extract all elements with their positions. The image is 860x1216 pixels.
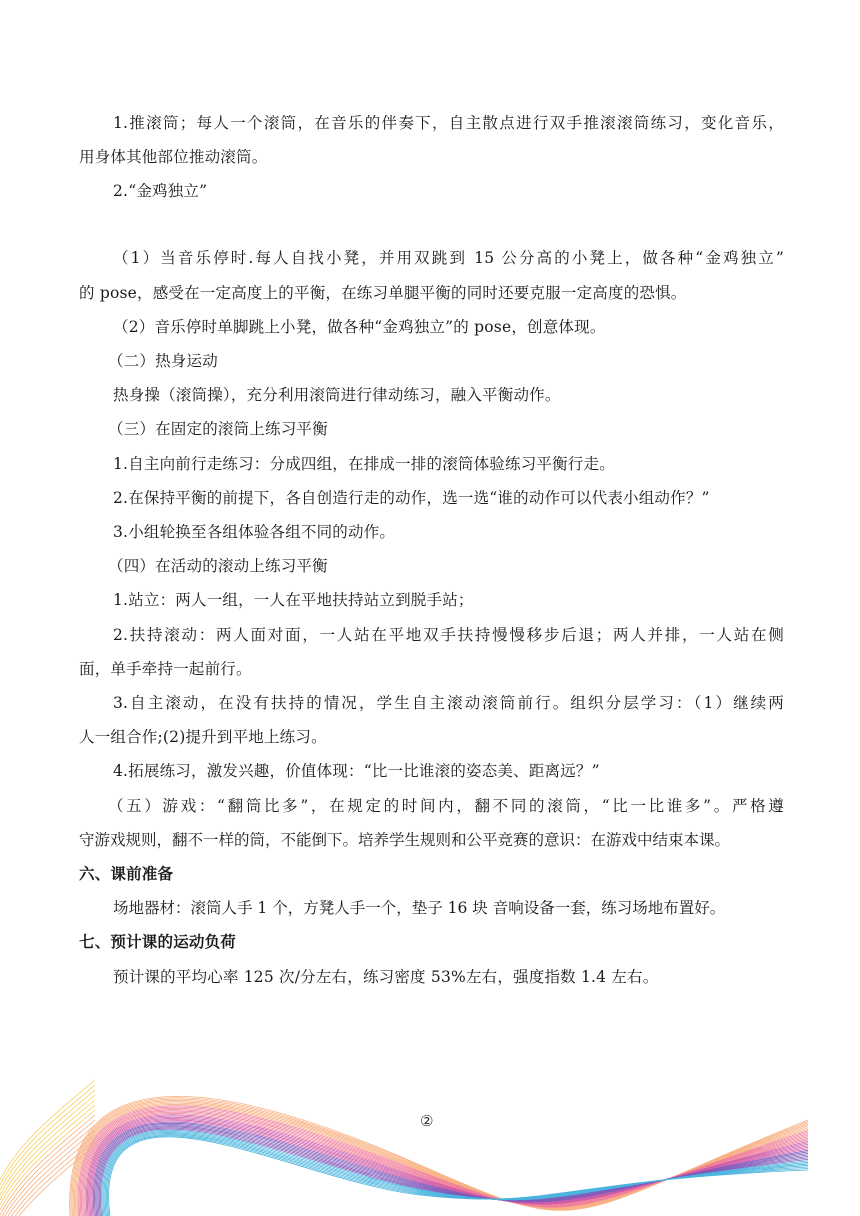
paragraph-line: 4.拓展练习，激发兴趣，价值体现：“比一比谁滚的姿态美、距离远？” — [113, 762, 600, 780]
paragraph-line: 守游戏规则，翻不一样的筒，不能倒下。培养学生规则和公平竞赛的意识：在游戏中结束本课。 — [79, 831, 731, 849]
paragraph-line: 预计课的平均心率 125 次/分左右，练习密度 53%左右，强度指数 1.4 左右。 — [113, 968, 659, 986]
wave-line — [107, 1136, 808, 1216]
paragraph-line: 面，单手牵持一起前行。 — [79, 660, 252, 678]
section-heading: 七、预计课的运动负荷 — [79, 933, 237, 951]
paragraph-line: （2）音乐停时单脚跳上小凳，做各种“金鸡独立”的 pose，创意体现。 — [113, 318, 606, 336]
paragraph-line: 场地器材：滚筒人手 1 个，方凳人手一个，垫子 16 块 音响设备一套，练习场地布置好。 — [113, 899, 726, 917]
section-heading: （二）热身运动 — [108, 352, 218, 370]
section-heading: （四）在活动的滚动上练习平衡 — [108, 557, 328, 575]
paragraph-line: 2.在保持平衡的前提下，各自创造行走的动作，选一选“谁的动作可以代表小组动作？” — [113, 489, 710, 507]
wave-line — [106, 1135, 808, 1216]
paragraph-line: （1）当音乐停时.每人自找小凳，并用双跳到 15 公分高的小凳上，做各种“金鸡独立” — [113, 249, 784, 267]
section-heading: （三）在固定的滚筒上练习平衡 — [108, 420, 328, 438]
wave-line — [109, 1137, 808, 1216]
paragraph-line: 人一组合作;(2)提升到平地上练习。 — [79, 728, 327, 746]
paragraph-line: 2.扶持滚动：两人面对面，一人站在平地双手扶持慢慢移步后退；两人并排，一人站在侧 — [113, 626, 784, 644]
wave-line — [71, 1098, 808, 1216]
paragraph-line: （五）游戏：“翻筒比多”，在规定的时间内，翻不同的滚筒，“比一比谁多”。严格遵 — [108, 797, 784, 815]
paragraph-line: 2.“金鸡独立” — [113, 182, 208, 200]
paragraph-line: 3.小组轮换至各组体验各组不同的动作。 — [113, 523, 396, 541]
paragraph-line: 用身体其他部位推动滚筒。 — [79, 148, 268, 166]
wave-line — [79, 1107, 808, 1216]
page-number: ② — [420, 1112, 434, 1130]
wave-line — [70, 1096, 808, 1216]
paragraph-line: 热身操（滚筒操），充分利用滚筒进行律动练习，融入平衡动作。 — [113, 386, 561, 404]
paragraph-line: 1.站立：两人一组，一人在平地扶持站立到脱手站； — [113, 591, 474, 609]
wave-line — [105, 1134, 808, 1216]
paragraph-line: 1.推滚筒；每人一个滚筒，在音乐的伴奏下，自主散点进行双手推滚滚筒练习，变化音乐， — [113, 114, 784, 132]
paragraph-line: 3.自主滚动，在没有扶持的情况，学生自主滚动滚筒前行。组织分层学习：（1）继续两 — [113, 694, 784, 712]
wave-line — [78, 1106, 808, 1216]
section-heading: 六、课前准备 — [79, 865, 174, 883]
wave-line — [85, 1113, 808, 1216]
paragraph-line: 1.自主向前行走练习：分成四组，在排成一排的滚筒体验练习平衡行走。 — [113, 455, 615, 473]
wave-line — [0, 1090, 95, 1190]
paragraph-line: 的 pose，感受在一定高度上的平衡，在练习单腿平衡的同时还要克服一定高度的恐惧。 — [79, 284, 687, 302]
